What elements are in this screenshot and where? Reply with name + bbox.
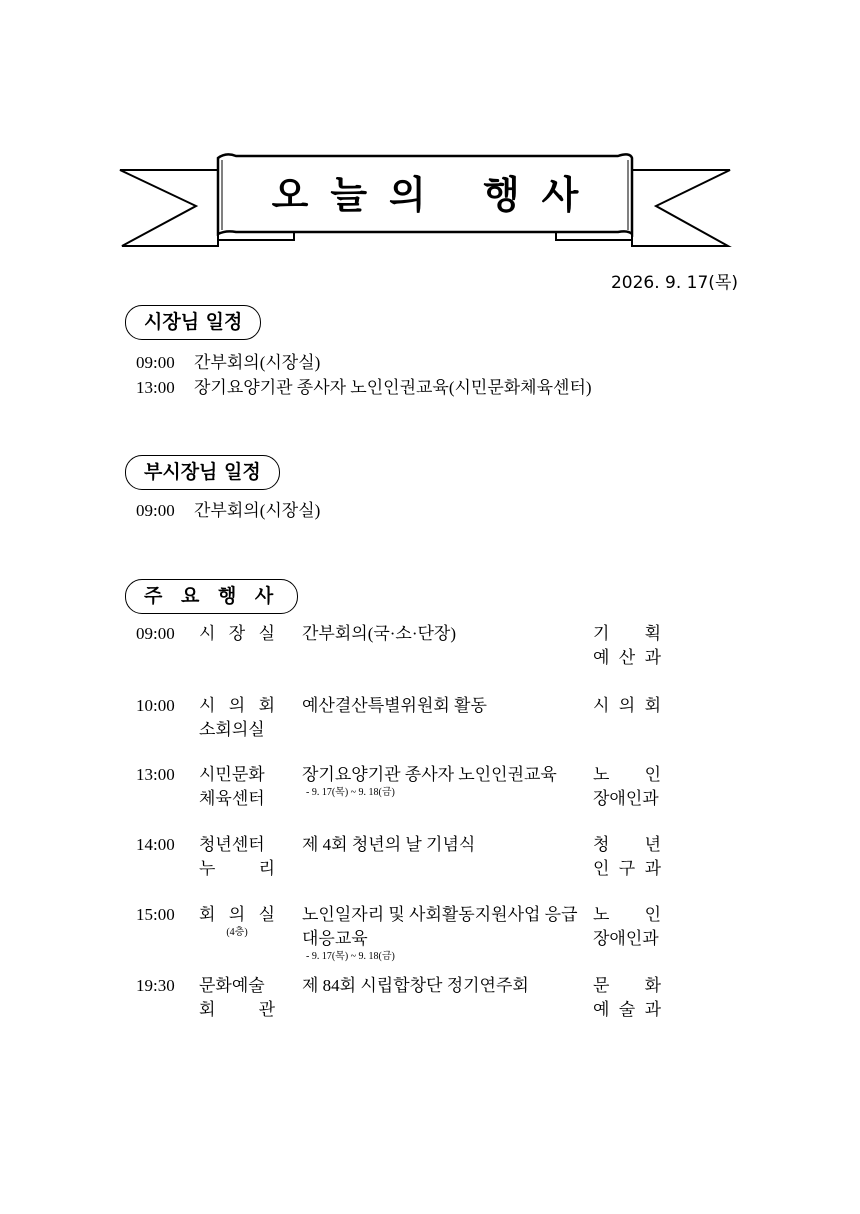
event-place: 문화예술 회 관 — [199, 976, 275, 1019]
mayor-schedule-heading: 시장님 일정 — [125, 305, 261, 340]
event-dept: 노 인 장애인과 — [593, 905, 661, 948]
mayor-schedule-list — [136, 350, 592, 400]
event-time: 19:30 — [136, 976, 175, 995]
event-time: 09:00 — [136, 624, 175, 643]
event-title: 장기요양기관 종사자 노인인권교육 - 9. 17(목) ~ 9. 18(금) — [302, 763, 586, 799]
deputy-schedule-heading: 부시장님 일정 — [125, 455, 280, 490]
page-title: 오늘의 행사 — [271, 173, 601, 217]
event-place: 시 의 회 소회의실 — [199, 696, 275, 739]
event-dept: 시 의 회 — [593, 696, 661, 715]
event-title: 제 84회 시립합창단 정기연주회 — [302, 976, 529, 995]
event-time: 13:00 — [136, 765, 175, 784]
schedule-text: 간부회의(시장실) — [194, 353, 321, 372]
event-place: 청년센터 누 리 — [199, 835, 275, 878]
title-banner — [118, 150, 732, 250]
list-item — [136, 375, 592, 400]
event-place: 시민문화 체육센터 — [199, 765, 265, 808]
event-date-note: - 9. 17(목) ~ 9. 18(금) — [306, 787, 395, 798]
event-title: 예산결산특별위원회 활동 — [302, 696, 487, 715]
event-place-note: (4층) — [226, 927, 248, 938]
schedule-time: 09:00 — [136, 353, 175, 372]
schedule-text: 간부회의(시장실) — [194, 501, 321, 520]
list-item — [136, 350, 592, 375]
event-date-note: - 9. 17(목) ~ 9. 18(금) — [306, 951, 395, 962]
schedule-time: 09:00 — [136, 501, 175, 520]
event-title: 노인일자리 및 사회활동지원사업 응급대응교육 - 9. 17(목) ~ 9. 18(금) — [302, 903, 586, 963]
events-heading: 주 요 행 사 — [125, 579, 298, 614]
deputy-schedule-list — [136, 498, 320, 523]
event-time: 10:00 — [136, 696, 175, 715]
event-dept: 노 인 장애인과 — [593, 765, 661, 808]
event-dept: 문 화 예 술 과 — [593, 976, 661, 1019]
schedule-time: 13:00 — [136, 378, 175, 397]
event-title: 제 4회 청년의 날 기념식 — [302, 835, 476, 854]
list-item — [136, 498, 320, 523]
event-dept: 기 획 예 산 과 — [593, 624, 661, 667]
schedule-text: 장기요양기관 종사자 노인인권교육(시민문화체육센터) — [194, 378, 592, 397]
event-dept: 청 년 인 구 과 — [593, 835, 661, 878]
event-time: 15:00 — [136, 905, 175, 924]
event-title: 간부회의(국·소·단장) — [302, 624, 457, 643]
event-time: 14:00 — [136, 835, 175, 854]
date-label: 2026. 9. 17(목) — [610, 273, 738, 293]
event-place: 회 의 실 (4층) — [199, 905, 275, 938]
event-place: 시 장 실 — [199, 624, 275, 643]
